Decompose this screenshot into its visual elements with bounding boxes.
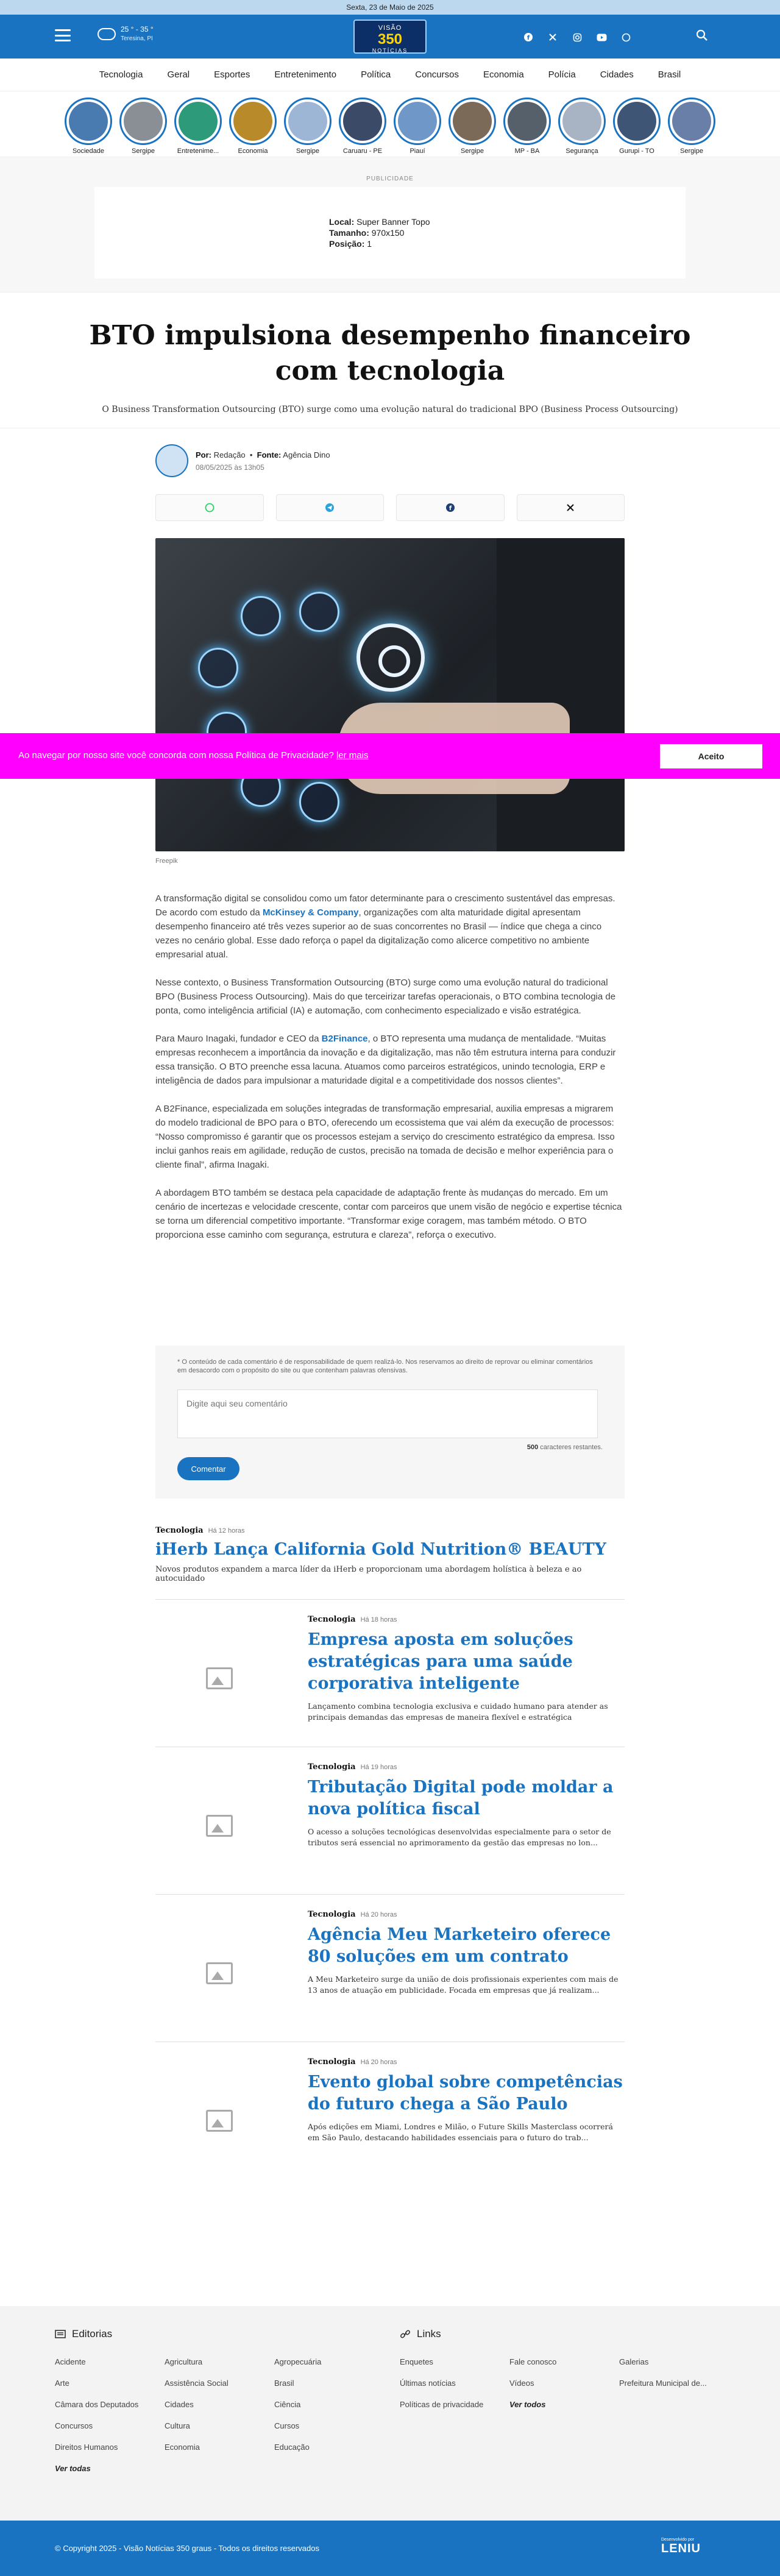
story-label: Caruaru - PE: [342, 147, 383, 155]
b2finance-link[interactable]: B2Finance: [321, 1034, 368, 1044]
newspaper-icon: [55, 2329, 66, 2339]
footer-link[interactable]: Últimas notícias: [400, 2379, 456, 2388]
story-item[interactable]: [613, 98, 661, 157]
share-whatsapp-button[interactable]: [155, 494, 264, 521]
story-thumbnail: [398, 102, 437, 141]
related-item[interactable]: [155, 1600, 625, 1747]
story-label: Sergipe: [296, 147, 319, 155]
byline: Por: Redação • Fonte: Agência Dino 08/05/2025 às 13h05: [155, 444, 625, 477]
image-placeholder-icon: [206, 1815, 233, 1837]
related-thumbnail[interactable]: [155, 2057, 283, 2185]
site-header: [0, 15, 780, 59]
footer-editoria-link[interactable]: Agropecuária: [274, 2357, 322, 2366]
developer-credit[interactable]: [661, 2538, 722, 2556]
story-item[interactable]: [284, 98, 332, 157]
nav-item-geral[interactable]: Geral: [167, 69, 190, 80]
nav-item-economia[interactable]: Economia: [483, 69, 524, 80]
telegram-icon: [325, 503, 335, 513]
char-count-label: caracteres restantes.: [538, 1444, 603, 1451]
cookie-message: Ao navegar por nosso site você concorda com nossa Política de Privacidade?: [18, 750, 334, 761]
ad-section: [0, 157, 780, 293]
footer-link[interactable]: Enquetes: [400, 2357, 433, 2366]
footer-editoria-link[interactable]: Concursos: [55, 2421, 93, 2430]
image-placeholder-icon: [206, 1667, 233, 1689]
comment-disclaimer: * O conteúdo de cada comentário é de responsabilidade de quem realizá-lo. Nos reservamos ao direito de reprovar ou eliminar comentários em desacordo com o propósito do site ou que contenham palavras ofensivas.: [177, 1358, 593, 1374]
story-thumbnail: [508, 102, 547, 141]
story-ring: [119, 98, 167, 145]
author-avatar: [155, 444, 188, 477]
editorias-grid: [55, 2357, 396, 2473]
cookie-banner: [0, 733, 780, 779]
category-label: Tecnologia: [308, 1762, 356, 1772]
links-see-all-link[interactable]: Ver todos: [509, 2400, 546, 2409]
story-item[interactable]: [448, 98, 496, 157]
footer-editoria-link[interactable]: Cidades: [165, 2400, 194, 2409]
story-item[interactable]: [503, 98, 551, 157]
time-ago: Há 20 horas: [360, 2059, 397, 2066]
story-label: Sergipe: [680, 147, 703, 155]
nav-item-brasil[interactable]: Brasil: [658, 69, 681, 80]
nav-item-politica[interactable]: Política: [361, 69, 391, 80]
footer-editoria-link[interactable]: Cultura: [165, 2421, 190, 2430]
svg-text:f: f: [448, 505, 452, 512]
story-item[interactable]: [394, 98, 441, 157]
time-ago: Há 19 horas: [360, 1764, 397, 1771]
paragraph-2: Nesse contexto, o Business Transformation Outsourcing (BTO) surge como uma evolução natural do tradicional BPO (Business Process Outsourcing). Mais do que terceirizar tarefas operacionais, o BTO combina tecnologia de ponta, como inteligência artificial (IA) e automação, com conhecimento especializado e visão estratégica.: [155, 978, 616, 1016]
footer-editoria-link[interactable]: Brasil: [274, 2379, 294, 2388]
article-title: BTO impulsiona desempenho financeiro com tecnologia: [89, 320, 691, 386]
story-thumbnail: [179, 102, 218, 141]
related-title[interactable]: Empresa aposta em soluções estratégicas para uma saúde corporativa inteligente: [308, 1630, 573, 1693]
paragraph-4: A B2Finance, especializada em soluções integradas de transformação empresarial, auxilia empresas a migrarem do modelo tradicional de BPO para o BTO, oferecendo um ecossistema que vai além da execução de processos: “Nosso compromisso é garantir que os processos estejam a serviço do crescimento estratégico da empresa. Isso inclui ganhos reais em agilidade, redução de custos, precisão na tomada de decisão e melhor experiência para o cliente final”, afirma Inagaki.: [155, 1104, 615, 1170]
editorias-see-all-link[interactable]: Ver todas: [55, 2464, 91, 2473]
story-label: Economia: [238, 147, 268, 155]
submit-comment-button[interactable]: Comentar: [177, 1457, 239, 1480]
story-label: Sergipe: [132, 147, 155, 155]
cart-icon: [198, 648, 238, 688]
story-thumbnail: [453, 102, 492, 141]
related-thumbnail[interactable]: [155, 1909, 283, 2037]
copyright-bar: [0, 2521, 780, 2576]
youtube-icon[interactable]: [595, 30, 608, 44]
category-label: Tecnologia: [155, 1526, 204, 1535]
story-ring: [394, 98, 441, 145]
ad-local-key: Local:: [329, 217, 355, 227]
paragraph-3-start: Para Mauro Inagaki, fundador e CEO da: [155, 1034, 322, 1044]
story-ring: [448, 98, 496, 145]
x-icon[interactable]: [546, 30, 559, 44]
paragraph: [155, 892, 625, 962]
cookie-read-more-link[interactable]: ler mais: [336, 750, 369, 761]
ad-size-key: Tamanho:: [329, 228, 369, 238]
mckinsey-link[interactable]: McKinsey & Company: [262, 907, 359, 918]
links-grid: [400, 2357, 729, 2409]
story-label: MP - BA: [514, 147, 540, 155]
developer-label: Desenvolvido por: [661, 2538, 695, 2542]
weather-location: Teresina, PI: [121, 35, 153, 42]
story-ring: [668, 98, 715, 145]
story-thumbnail: [562, 102, 601, 141]
publish-date: 08/05/2025 às 13h05: [196, 463, 264, 472]
story-ring: [613, 98, 661, 145]
category-label: Tecnologia: [308, 2057, 356, 2067]
main-nav: [0, 59, 780, 91]
comment-input[interactable]: [177, 1389, 598, 1438]
site-logo[interactable]: [353, 20, 427, 54]
story-label: Sergipe: [461, 147, 484, 155]
story-ring: [339, 98, 386, 145]
story-ring: [229, 98, 277, 145]
story-item[interactable]: [339, 98, 386, 157]
link-icon: [400, 2329, 411, 2339]
story-label: Sociedade: [73, 147, 104, 155]
ad-banner[interactable]: [94, 187, 686, 279]
related-title[interactable]: Evento global sobre competências do futuro chega a São Paulo: [308, 2073, 623, 2113]
category-label: Tecnologia: [308, 1615, 356, 1624]
ad-size-value: 970x150: [371, 228, 405, 238]
story-item[interactable]: [558, 98, 606, 157]
story-label: Piauí: [410, 147, 425, 155]
source-key: Fonte:: [257, 450, 282, 459]
story-ring: [558, 98, 606, 145]
paragraph: [155, 1032, 625, 1088]
temp-max: 35 °: [140, 25, 154, 34]
social-links: [522, 30, 633, 44]
developer-brand: LENIU: [661, 2542, 701, 2555]
logo-line-1: VISÃO: [378, 24, 402, 32]
char-counter: [177, 1444, 603, 1451]
comment-form: [155, 1346, 625, 1499]
article-header: [0, 293, 780, 428]
story-ring: [174, 98, 222, 145]
story-item[interactable]: [229, 98, 277, 157]
article-body: [155, 892, 625, 1242]
cookie-accept-button[interactable]: Aceito: [660, 744, 762, 768]
share-telegram-button[interactable]: [276, 494, 385, 521]
related-desc: O acesso a soluções tecnológicas desenvolvidas especialmente para o setor de tributos será essencial no aprimoramento da gestão das empresas no lon...: [308, 1827, 611, 1847]
footer-editoria-link[interactable]: Cursos: [274, 2421, 300, 2430]
facebook-icon[interactable]: [522, 30, 535, 44]
footer-links: [400, 2328, 729, 2409]
story-thumbnail: [288, 102, 327, 141]
svg-text:f: f: [526, 35, 530, 41]
footer-editoria-link[interactable]: Economia: [165, 2443, 200, 2452]
paragraph-1-start: A transformação digital se consolidou como um fator determinante para o crescimento sustentável das empresas. De acordo com estudo da: [155, 893, 615, 918]
footer-editoria-link[interactable]: Agricultura: [165, 2357, 203, 2366]
share-facebook-button[interactable]: [396, 494, 505, 521]
image-placeholder-icon: [206, 1962, 233, 1984]
story-item[interactable]: [65, 98, 112, 157]
story-carousel: [0, 91, 780, 157]
image-caption: Freepik: [155, 857, 178, 865]
ad-position-value: 1: [367, 239, 372, 249]
related-lead-title[interactable]: iHerb Lança California Gold Nutrition® BEAUTY: [155, 1540, 606, 1559]
image-placeholder-icon: [206, 2110, 233, 2132]
related-news: [155, 1525, 625, 2190]
story-thumbnail: [233, 102, 272, 141]
author-value: Redação: [213, 450, 246, 459]
story-thumbnail: [69, 102, 108, 141]
footer-editoria-link[interactable]: Assistência Social: [165, 2379, 229, 2388]
ad-position-key: Posição:: [329, 239, 365, 249]
footer-editoria-link[interactable]: Acidente: [55, 2357, 86, 2366]
story-thumbnail: [124, 102, 163, 141]
related-desc: Após edições em Miami, Londres e Milão, o Future Skills Masterclass ocorrerá em São Paulo, destacando habilidades essenciais para o futuro do trab...: [308, 2122, 613, 2142]
nav-item-entretenimento[interactable]: Entretenimento: [274, 69, 337, 80]
story-ring: [65, 98, 112, 145]
related-title[interactable]: Tributação Digital pode moldar a nova política fiscal: [308, 1778, 614, 1818]
related-title[interactable]: Agência Meu Marketeiro oferece 80 soluções em um contrato: [308, 1925, 611, 1966]
logo-line-3: NOTÍCIAS: [372, 48, 408, 54]
factory-icon: [299, 782, 339, 822]
story-label: Gurupi - TO: [619, 147, 654, 155]
current-date: Sexta, 23 de Maio de 2025: [346, 3, 434, 12]
article-image: [155, 538, 625, 851]
footer-link[interactable]: Vídeos: [509, 2379, 534, 2388]
category-label: Tecnologia: [308, 1910, 356, 1919]
story-thumbnail: [343, 102, 382, 141]
links-title: Links: [417, 2328, 441, 2340]
story-item[interactable]: [668, 98, 715, 157]
footer-editorias: [55, 2328, 396, 2473]
editorias-title: Editorias: [72, 2328, 113, 2340]
whatsapp-icon: [205, 503, 214, 513]
footer-editoria-link[interactable]: Educação: [274, 2443, 310, 2452]
footer-editoria-link[interactable]: Câmara dos Deputados: [55, 2400, 139, 2409]
related-desc: Lançamento combina tecnologia exclusiva e cuidado humano para atender as principais demandas das empresas de maneira flexível e estratégica: [308, 1701, 608, 1722]
related-desc: A Meu Marketeiro surge da união de dois profissionais experientes com mais de 13 anos de atuação em publicidade. Focada em empresas que já realizam...: [308, 1975, 619, 1995]
footer-link[interactable]: Fale conosco: [509, 2357, 557, 2366]
weather-widget: 25 ° - 35 ° Teresina, PI: [98, 24, 154, 44]
search-icon[interactable]: [696, 29, 709, 43]
article-subtitle: O Business Transformation Outsourcing (BTO) surge como uma evolução natural do tradicional BPO (Business Process Outsourcing): [102, 405, 678, 414]
time-ago: Há 18 horas: [360, 1616, 397, 1623]
site-footer: [0, 2306, 780, 2521]
footer-editoria-link[interactable]: Ciência: [274, 2400, 301, 2409]
related-item[interactable]: [155, 1747, 625, 1895]
footer-editoria-link[interactable]: Direitos Humanos: [55, 2443, 118, 2452]
menu-icon[interactable]: [55, 29, 71, 41]
story-ring: [503, 98, 551, 145]
nav-item-esportes[interactable]: Esportes: [214, 69, 250, 80]
author-key: Por:: [196, 450, 211, 459]
paragraph-5: A abordagem BTO também se destaca pela capacidade de adaptação frente às mudanças do mercado. Em um cenário de incertezas e velocidade crescente, contar com parceiros que unem visão de negócio e expertise técnica se torna um diferencial competitivo importante. “Transformar exige coragem, mas também método. O BTO proporciona esse caminho com segurança, estrutura e clareza”, reforça o executivo.: [155, 1188, 622, 1240]
whatsapp-icon[interactable]: [619, 30, 633, 44]
user-icon: [299, 592, 339, 632]
footer-link[interactable]: Prefeitura Municipal de...: [619, 2379, 707, 2388]
image-figure: [497, 538, 625, 851]
related-thumbnail[interactable]: [155, 1762, 283, 1890]
nav-item-concursos[interactable]: Concursos: [415, 69, 459, 80]
nav-item-cidades[interactable]: Cidades: [600, 69, 634, 80]
paragraph-3-end: , o BTO representa uma mudança de mentalidade. “Muitas empresas reconhecem a importância da inovação e da digitalização, mas não têm estrutura interna para conduzir essa transição. O BTO preenche essa lacuna. Atuamos como parceiros estratégicos, unindo tecnologia, ERP e inteligência de dados para impulsionar a maturidade digital e a competitividade dos nossos clientes”.: [155, 1034, 616, 1086]
logo-line-2: 350: [377, 31, 403, 48]
paragraph-1-end: , organizações com alta maturidade digital apresentam desempenho financeiro até três vezes superior ao de suas concorrentes no Brasil — índice que chega a cinco vezes no cenário global. Esse dado reforça o papel da digitalização como alicerce competitivo no ambiente empresarial atual.: [155, 907, 602, 960]
story-item[interactable]: [174, 98, 222, 157]
article-content: [155, 444, 625, 1242]
story-item[interactable]: [119, 98, 167, 157]
instagram-icon[interactable]: [570, 30, 584, 44]
story-thumbnail: [617, 102, 656, 141]
temp-min: 25 °: [121, 25, 134, 34]
nav-item-policia[interactable]: Polícia: [548, 69, 576, 80]
source-value: Agência Dino: [283, 450, 330, 459]
related-lead-desc: Novos produtos expandem a marca líder da iHerb e proporcionam uma abordagem holística à beleza e ao autocuidado: [155, 1565, 582, 1583]
story-thumbnail: [672, 102, 711, 141]
gear-icon: [356, 623, 425, 692]
footer-link[interactable]: Políticas de privacidade: [400, 2400, 484, 2409]
ad-label: PUBLICIDADE: [366, 176, 414, 182]
story-label: Segurança: [566, 147, 598, 155]
ad-local-value: Super Banner Topo: [356, 217, 430, 227]
share-bar: [155, 494, 625, 521]
related-item[interactable]: [155, 2042, 625, 2190]
nav-item-tecnologia[interactable]: Tecnologia: [99, 69, 143, 80]
story-ring: [284, 98, 332, 145]
share-x-button[interactable]: [517, 494, 625, 521]
top-date-bar: [0, 0, 780, 15]
time-ago: Há 20 horas: [360, 1911, 397, 1918]
related-list: [155, 1600, 625, 2190]
footer-link[interactable]: Galerias: [619, 2357, 649, 2366]
cloud-icon: [98, 28, 116, 40]
footer-editoria-link[interactable]: Arte: [55, 2379, 69, 2388]
related-lead[interactable]: [155, 1525, 625, 1600]
story-label: Entretenime...: [177, 147, 219, 155]
time-ago: Há 12 horas: [208, 1527, 245, 1535]
facebook-icon: [445, 503, 455, 513]
boxes-icon: [241, 596, 281, 636]
related-item[interactable]: [155, 1895, 625, 2042]
x-icon: [566, 503, 575, 512]
related-thumbnail[interactable]: [155, 1614, 283, 1742]
char-count: 500: [526, 1444, 539, 1451]
copyright-text: © Copyright 2025 - Visão Notícias 350 graus - Todos os direitos reservados: [55, 2544, 319, 2553]
